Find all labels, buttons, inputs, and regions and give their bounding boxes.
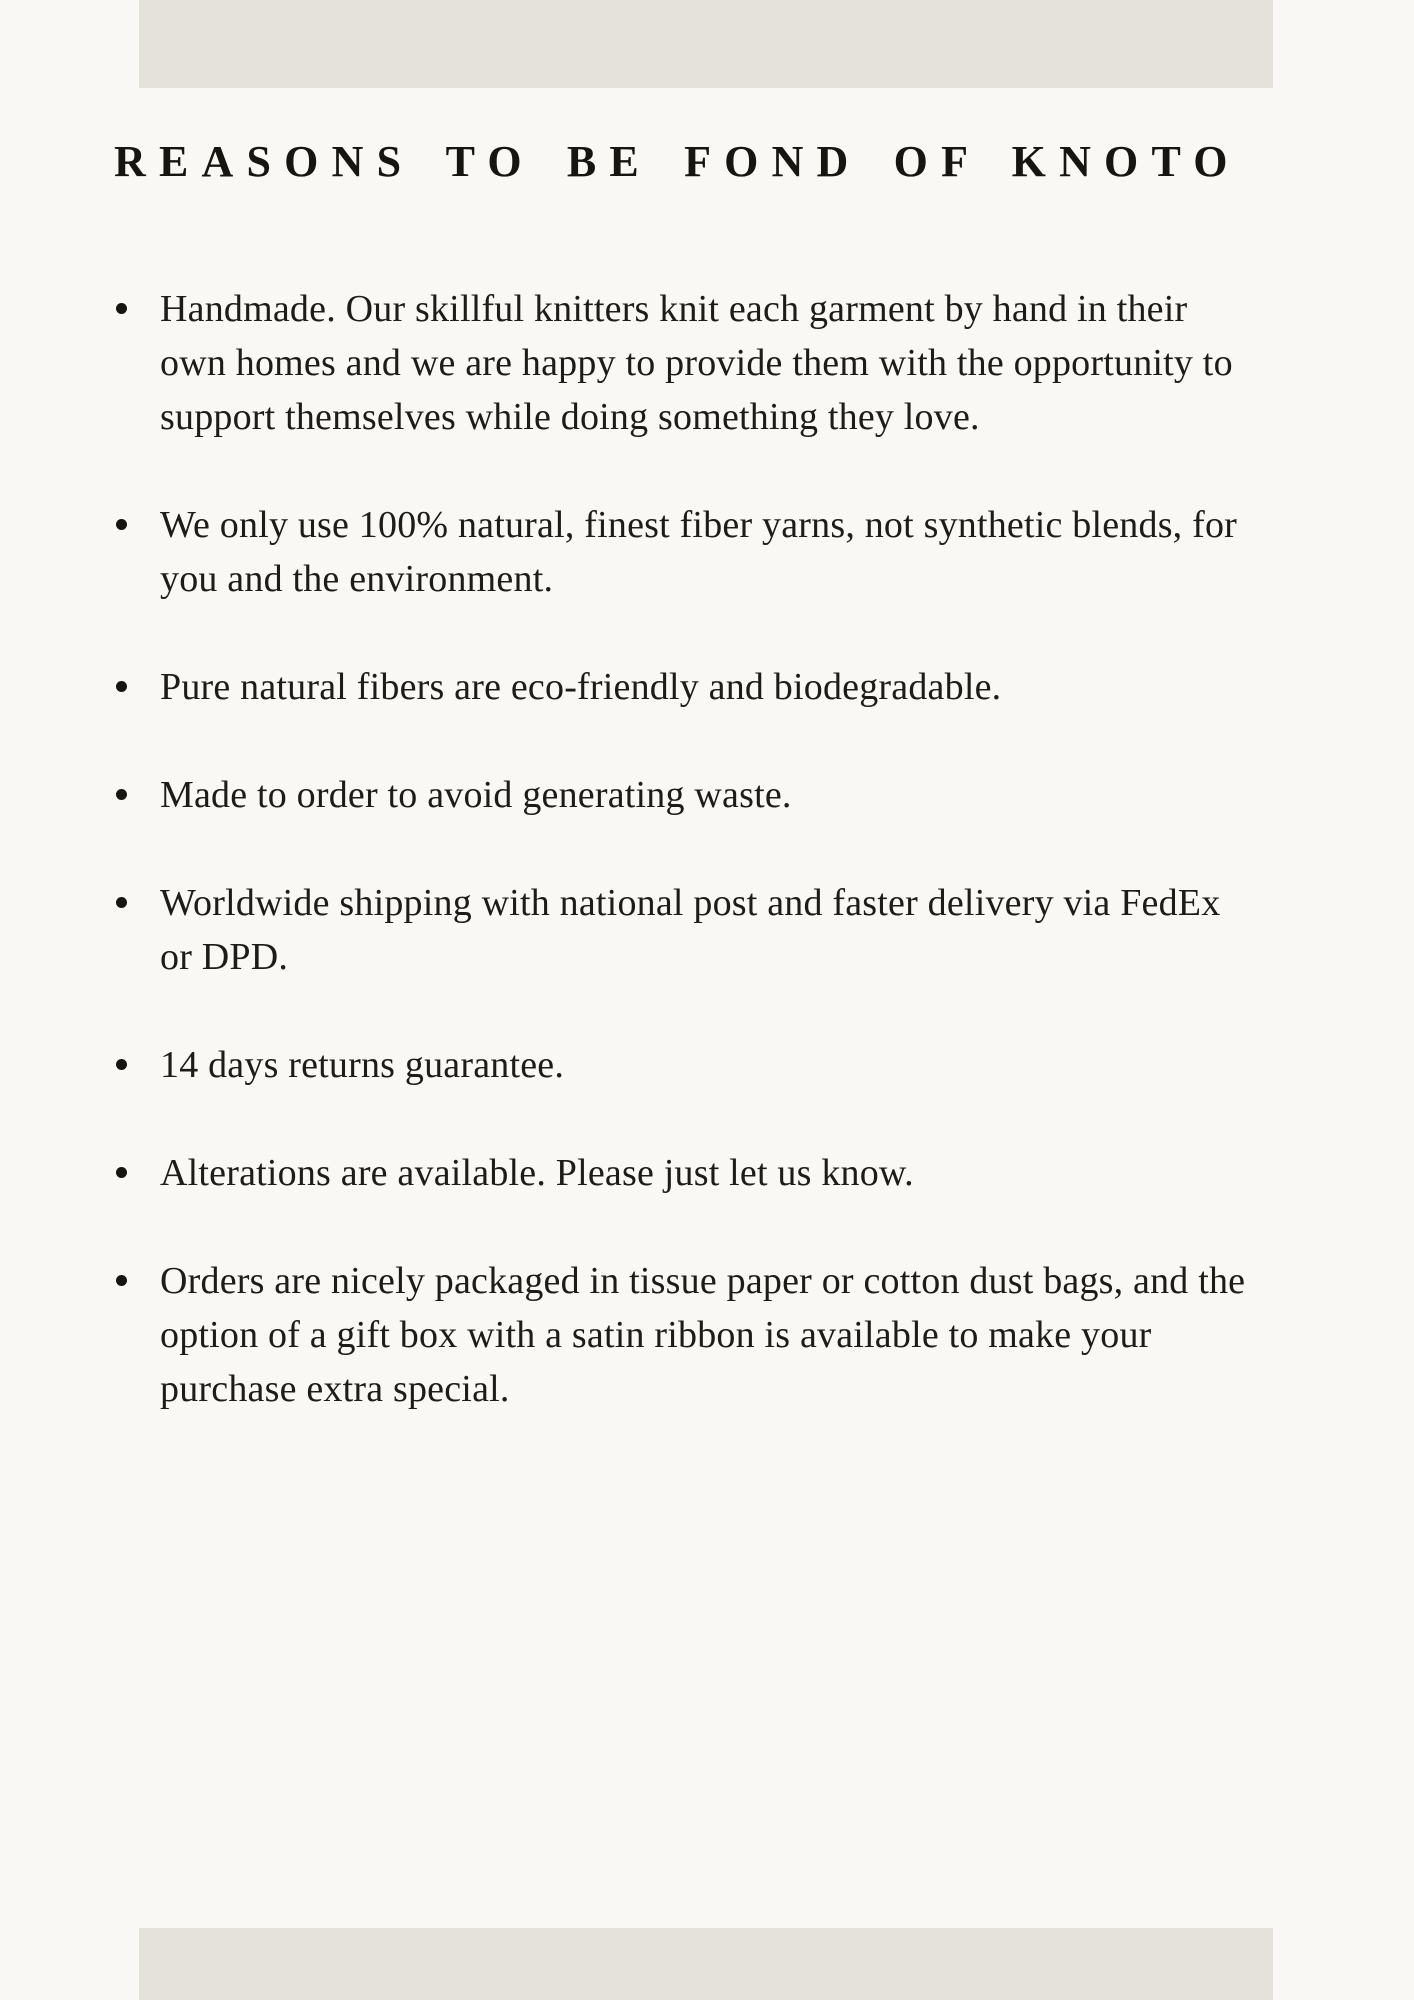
list-item-line: purchase extra special. xyxy=(160,1368,510,1410)
bullet-icon xyxy=(116,303,127,314)
list-item-line: you and the environment. xyxy=(160,558,554,600)
list-item-line: 14 days returns guarantee. xyxy=(160,1044,565,1086)
list-item-line: Handmade. Our skillful knitters knit each garment by hand in their xyxy=(160,288,1188,330)
list-item xyxy=(160,282,1310,444)
list-item-line: Pure natural fibers are eco-friendly and biodegradable. xyxy=(160,666,1002,708)
list-item xyxy=(160,876,1310,984)
list-item-line: support themselves while doing something they love. xyxy=(160,396,980,438)
list-item-line: Worldwide shipping with national post and faster delivery via FedEx xyxy=(160,882,1221,924)
bullet-icon xyxy=(116,681,127,692)
reasons-list xyxy=(160,282,1310,1416)
list-item-line: own homes and we are happy to provide them with the opportunity to xyxy=(160,342,1233,384)
list-item-line: option of a gift box with a satin ribbon is available to make your xyxy=(160,1314,1152,1356)
list-item-line: Orders are nicely packaged in tissue paper or cotton dust bags, and the xyxy=(160,1260,1246,1302)
bullet-icon xyxy=(116,1275,127,1286)
list-item xyxy=(160,1254,1310,1416)
list-item xyxy=(160,768,1310,822)
list-item xyxy=(160,498,1310,606)
page-title: REASONS TO BE FOND OF KNOTO xyxy=(114,137,1241,186)
bullet-icon xyxy=(116,519,127,530)
bullet-icon xyxy=(116,1059,127,1070)
bottom-banner xyxy=(139,1928,1273,2000)
bullet-icon xyxy=(116,897,127,908)
top-banner xyxy=(139,0,1273,88)
bullet-icon xyxy=(116,1167,127,1178)
list-item xyxy=(160,1146,1310,1200)
list-item-line: Alterations are available. Please just let us know. xyxy=(160,1152,914,1194)
bullet-icon xyxy=(116,789,127,800)
list-item xyxy=(160,660,1310,714)
list-item-line: Made to order to avoid generating waste. xyxy=(160,774,792,816)
list-item-line: or DPD. xyxy=(160,936,289,978)
list-item xyxy=(160,1038,1310,1092)
list-item-line: We only use 100% natural, finest fiber yarns, not synthetic blends, for xyxy=(160,504,1237,546)
